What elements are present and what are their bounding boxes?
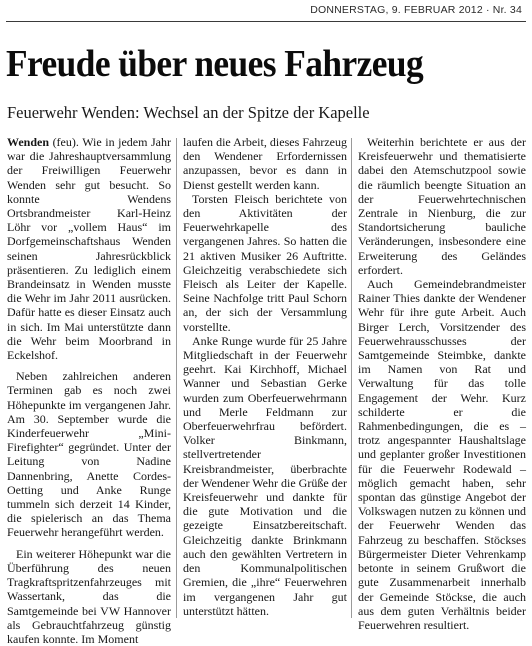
paragraph-text: (feu). Wie in jedem Jahr war die Jahreshauptversammlung der Freiwilligen Feuerwehr Wenden sehr gut besucht. So konnte Wendens Ortsbrandmeister Karl-Heinz Löhr vor „vollem Haus“ im Dorfgemeinschaftshaus Wenden seinen Jahresrückblick präsentieren. Zu lediglich einem Brandeinsatz in Wenden musste die Wehr im Jahr 2011 ausrücken. Dafür hatte es dieser Einsatz auch in sich. Im Mai unterstützte dann die Wehr beim Moorbrand in Eckelshof. bbox=[7, 135, 171, 363]
article-paragraph bbox=[7, 135, 171, 362]
article-paragraph: Neben zahlreichen anderen Terminen gab es noch zwei Höhepunkte im vergangenen Jahr. Am 30. September wurde die Kinderfeuerwehr „Mini-Firefighter“ gegründet. Unter der Leitung von Nadine Dannenbring, Anette Cordes-Oetting und Anke Runge tummeln sich derzeit 14 Kinder, die spielerisch an das Thema Feuerwehr herangeführt werden. bbox=[7, 369, 171, 540]
article-paragraph: Auch Gemeindebrandmeister Rainer Thies dankte der Wendener Wehr für ihre gute Arbeit. Auch Birger Lerch, Vorsitzender des Feuerwehrausschusses der Samtgemeinde Steimbke, dankte im Namen von Rat und Verwaltung für das tolle Engagement der Wehr. Kurz schilderte er die Rahmenbedingungen, die es – trotz angespannter Haushaltslage und geplanter großer Investitionen für die Feuerwehr Rodewald – möglich gemacht haben, sehr spontan das günstige Angebot der Volkswagen nutzen zu können und der Feuerwehr Wenden das Fahrzeug zu beschaffen. Stöckses Bürgermeister Dieter Vehrenkamp betonte in seinem Grußwort die gute Zusammenarbeit innerhalb der Gemeinde Stöckse, die auch aus dem guten Verhältnis beider Feuerwehren resultiert. bbox=[358, 277, 526, 632]
column-separator bbox=[351, 138, 352, 618]
article-column-2 bbox=[183, 135, 347, 618]
article-paragraph: Weiterhin berichtete er aus der Kreisfeuerwehr und thematisierte dabei den Atemschutzpool sowie die räumlich beengte Situation an der Feuerwehrtechnischen Zentrale in Nienburg, die zur Standortsicherung bauliche Veränderungen, insbesondere eine Erweiterung des Geländes erfordert. bbox=[358, 135, 526, 277]
issue-dateline: DONNERSTAG, 9. FEBRUAR 2012 · Nr. 34 bbox=[310, 4, 522, 16]
article-column-1 bbox=[7, 135, 171, 646]
article-headline: Freude über neues Fahrzeug bbox=[6, 43, 424, 85]
article-paragraph: Ein weiterer Höhepunkt war die Überführung des neuen Tragkraftspritzenfahrzeuges mit Wassertank, das die Samtgemeinde bei VW Hannover als Gebrauchtfahrzeug günstig kaufen konnte. Im Moment bbox=[7, 546, 171, 646]
article-paragraph: laufen die Arbeit, dieses Fahrzeug den Wendener Erfordernissen anzupassen, bevor es dann in Dienst gestellt werden kann. bbox=[183, 135, 347, 192]
article-paragraph: Anke Runge wurde für 25 Jahre Mitgliedschaft in der Feuerwehr geehrt. Kai Kirchhoff, Michael Wanner und Sebastian Gerke wurden zum Oberfeuerwehrmann und Merle Feldmann zur Oberfeuerwehrfrau befördert. Volker Binkmann, stellvertretender Kreisbrandmeister, überbrachte der Wendener Wehr die Grüße der Kreisfeuerwehr und dankte für die gute Motivation und die gezeigte Einsatzbereitschaft. Gleichzeitig dankte Brinkmann auch den gewählten Vertretern in den Kommunalpolitischen Gremien, die „ihre“ Feuerwehren im vergangenen Jahr gut unterstützt hätten. bbox=[183, 333, 347, 618]
header-rule bbox=[6, 21, 526, 22]
column-separator bbox=[176, 138, 177, 618]
article-paragraph: Torsten Fleisch berichtete von den Aktivitäten der Feuerwehrkapelle des vergangenen Jahres. So hatten die 21 aktiven Musiker 26 Auftritte. Gleichzeitig verabschiedete sich Fleisch als Leiter der Kapelle. Seine Nachfolge tritt Paul Schorn an, der sich der Versammlung vorstellte. bbox=[183, 191, 347, 334]
article-subheadline: Feuerwehr Wenden: Wechsel an der Spitze der Kapelle bbox=[7, 103, 370, 122]
article-column-3 bbox=[358, 135, 526, 632]
dateline-place: Wenden bbox=[7, 135, 50, 149]
